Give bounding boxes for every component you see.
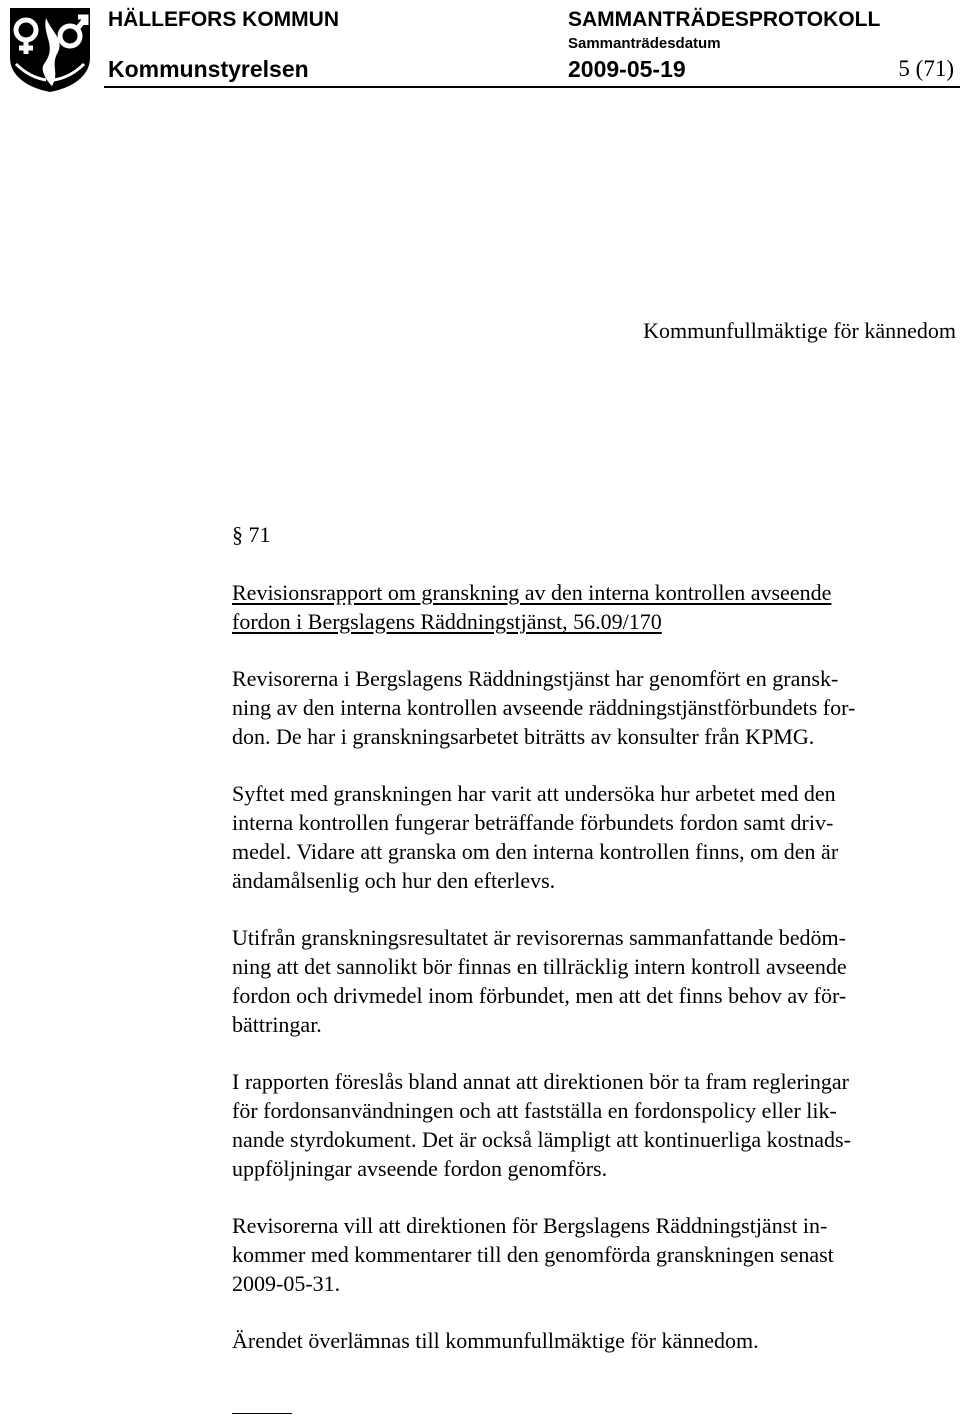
text-line: för fordonsanvändningen och att fastställa en fordonspolicy eller lik- [232,1098,837,1123]
protocol-title: SAMMANTRÄDESPROTOKOLL [568,8,881,31]
committee-name: Kommunstyrelsen [108,56,309,82]
text-line: Utifrån granskningsresultatet är revisorernas sammanfattande bedöm- [232,925,846,950]
text-line: 2009-05-31. [232,1271,341,1296]
text-line: ning att det sannolikt bör finnas en tillräcklig intern kontroll avseende [232,954,847,979]
text-line: Revisorerna i Bergslagens Räddningstjänst har genomfört en gransk- [232,666,839,691]
section-title-line: Revisionsrapport om granskning av den interna kontrollen avseende [232,580,832,605]
text-line: Syftet med granskningen har varit att undersöka hur arbetet med den [232,781,836,806]
section-title-line: fordon i Bergslagens Räddningstjänst, 56.09/170 [232,609,662,634]
text-line: Revisorerna vill att direktionen för Bergslagens Räddningstjänst in- [232,1213,828,1238]
meeting-date: 2009-05-19 [568,56,686,82]
distribution-notice: Kommunfullmäktige för kännedom [643,318,956,343]
document-body [232,578,948,1383]
text-line: ändamålsenlig och hur den efterlevs. [232,868,556,893]
body-paragraph [232,923,948,1039]
municipality-name: HÄLLEFORS KOMMUN [108,8,339,31]
text-line: uppföljningar avseende fordon genomförs. [232,1156,608,1181]
text-line: kommer med kommentarer till den genomförda granskningen senast [232,1242,834,1267]
text-line: nande styrdokument. Det är också lämpligt att kontinuerliga kostnads- [232,1127,851,1152]
page-number: 5 (71) [898,56,954,81]
meeting-date-label: Sammanträdesdatum [568,35,721,52]
body-paragraph [232,1067,948,1183]
body-paragraph [232,1211,948,1298]
text-line: interna kontrollen fungerar beträffande förbundets fordon samt driv- [232,810,834,835]
text-line: fordon och drivmedel inom förbundet, men att det finns behov av för- [232,983,847,1008]
text-line: bättringar. [232,1012,322,1037]
text-line: ning av den interna kontrollen avseende räddningstjänstförbundets for- [232,695,856,720]
section-number: § 71 [232,522,271,547]
text-line: medel. Vidare att granska om den interna kontrollen finns, om den är [232,839,839,864]
body-paragraph [232,1326,948,1355]
section-title [232,578,948,636]
text-line: Ärendet överlämnas till kommunfullmäktige för kännedom. [232,1328,759,1353]
header-divider [104,86,960,88]
text-line: I rapporten föreslås bland annat att direktionen bör ta fram regleringar [232,1069,849,1094]
text-line: don. De har i granskningsarbetet biträtts av konsulter från KPMG. [232,724,815,749]
body-paragraph [232,664,948,751]
body-paragraph [232,779,948,895]
signature-line [232,1413,292,1414]
coat-of-arms-logo [6,6,94,92]
